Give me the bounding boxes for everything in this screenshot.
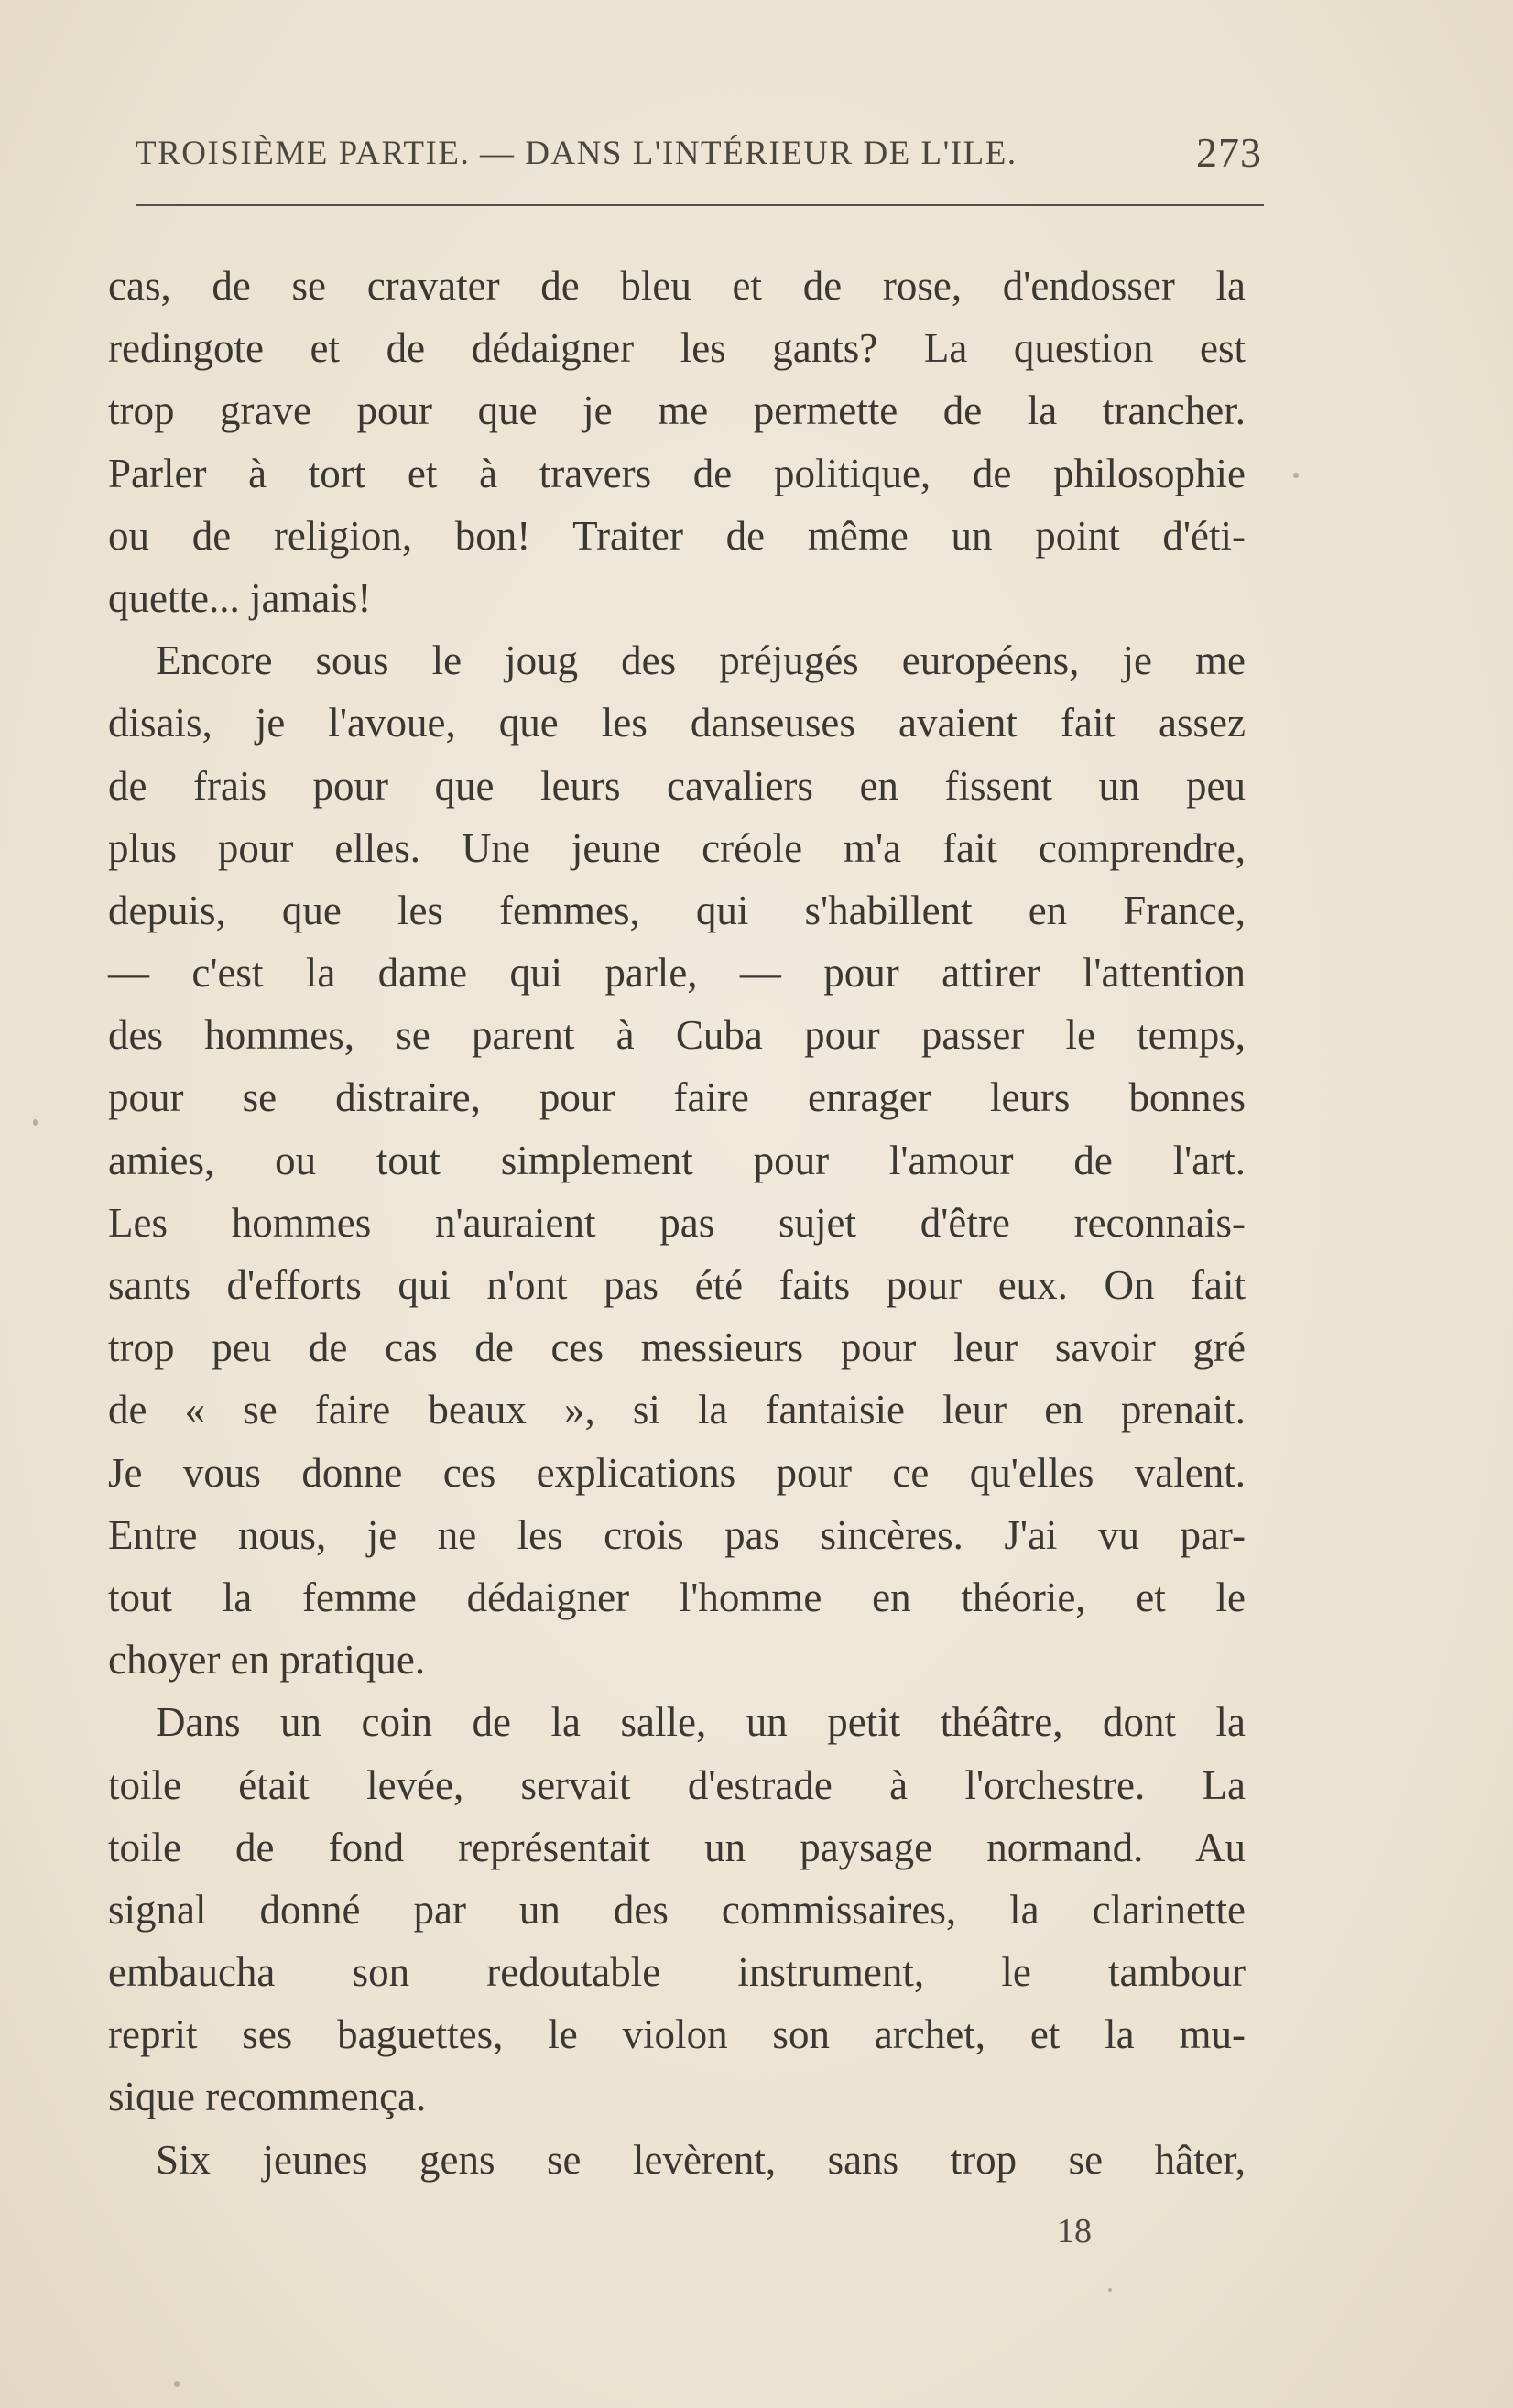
running-head: TROISIÈME PARTIE. — DANS L'INTÉRIEUR DE L'ILE.: [136, 135, 1018, 172]
text-line: choyer en pratique.: [108, 1637, 426, 1683]
page-header: [136, 128, 1262, 183]
text-line: ou de religion, bon! Traiter de même un point d'éti-: [108, 512, 1246, 559]
text-line: depuis, que les femmes, qui s'habillent en France,: [108, 887, 1246, 933]
signature-mark: 18: [1057, 2212, 1092, 2250]
text-line: trop grave pour que je me permette de la trancher.: [108, 387, 1246, 434]
paragraph-start-line: Dans un coin de la salle, un petit théâtre, dont la: [156, 1699, 1246, 1746]
text-line: disais, je l'avoue, que les danseuses avaient fait assez: [108, 700, 1246, 746]
text-line: pour se distraire, pour faire enrager leurs bonnes: [108, 1074, 1246, 1121]
text-line: sique recommença.: [108, 2074, 427, 2120]
paper-speck: [1293, 473, 1299, 478]
text-line: reprit ses baguettes, le violon son archet, et la mu-: [108, 2011, 1246, 2058]
text-line: Parler à tort et à travers de politique, de philosophie: [108, 450, 1246, 496]
text-line: Entre nous, je ne les crois pas sincères. J'ai vu par-: [108, 1511, 1246, 1558]
text-line: de « se faire beaux », si la fantaisie leur en prenait.: [108, 1387, 1246, 1433]
text-line: — c'est la dame qui parle, — pour attirer l'attention: [108, 950, 1246, 997]
text-line: de frais pour que leurs cavaliers en fissent un peu: [108, 762, 1246, 809]
paper-speck: [174, 2381, 180, 2387]
text-line: quette... jamais!: [108, 574, 372, 621]
text-line: plus pour elles. Une jeune créole m'a fait comprendre,: [108, 824, 1246, 871]
text-line: amies, ou tout simplement pour l'amour de l'art.: [108, 1137, 1246, 1183]
text-line: toile était levée, servait d'estrade à l'orchestre. La: [108, 1761, 1246, 1808]
body-text: [108, 255, 1246, 2191]
paper-speck: [1108, 2288, 1112, 2292]
text-line: Les hommes n'auraient pas sujet d'être reconnais-: [108, 1199, 1246, 1246]
text-line: sants d'efforts qui n'ont pas été faits pour eux. On fait: [108, 1262, 1246, 1308]
text-line: signal donné par un des commissaires, la clarinette: [108, 1886, 1246, 1933]
text-line: embaucha son redoutable instrument, le tambour: [108, 1949, 1246, 1996]
paragraph-start-line: Encore sous le joug des préjugés européens, je me: [156, 637, 1246, 684]
text-line: des hommes, se parent à Cuba pour passer le temps,: [108, 1012, 1246, 1059]
page-number: 273: [1196, 129, 1262, 176]
text-line: trop peu de cas de ces messieurs pour leur savoir gré: [108, 1324, 1246, 1371]
paper-speck: [33, 1119, 38, 1126]
text-line: toile de fond représentait un paysage normand. Au: [108, 1824, 1246, 1870]
text-line: cas, de se cravater de bleu et de rose, d'endosser la: [108, 263, 1246, 309]
text-line: Je vous donne ces explications pour ce qu'elles valent.: [108, 1449, 1246, 1496]
text-line: tout la femme dédaigner l'homme en théorie, et le: [108, 1574, 1246, 1620]
paragraph-start-line: Six jeunes gens se levèrent, sans trop se hâter,: [156, 2136, 1246, 2183]
header-rule: [136, 204, 1264, 206]
text-line: redingote et de dédaigner les gants? La question est: [108, 325, 1246, 372]
